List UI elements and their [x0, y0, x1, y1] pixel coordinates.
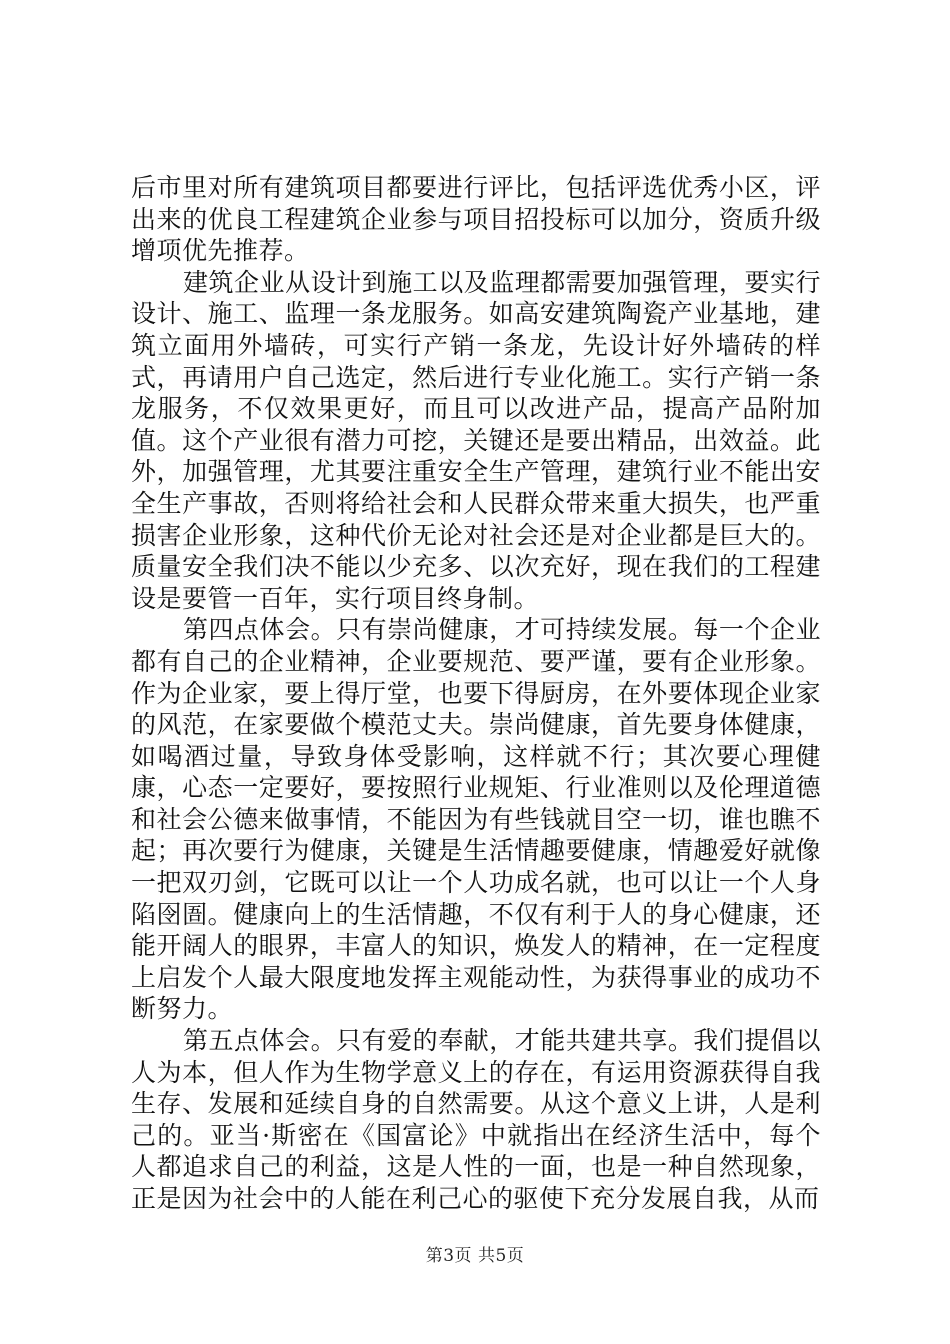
- page-footer: 第3页 共5页: [425, 1246, 525, 1266]
- paragraph-4: 第五点体会。只有爱的奉献，才能共建共享。我们提倡以人为本，但人作为生物学意义上的存在，有运用资源获得自我生存、发展和延续自身的自然需要。从这个意义上讲，人是利己的。亚当·斯密在《国富论》中就指出在经济生活中，每个人都追求自己的利益，这是人性的一面，也是一种自然现象，正是因为社会中的人能在利己心的驱使下充分发展自我，从而: [131, 1026, 821, 1213]
- paragraph-1: 后市里对所有建筑项目都要进行评比，包括评选优秀小区，评出来的优良工程建筑企业参与项目招投标可以加分，资质升级增项优先推荐。: [131, 173, 821, 266]
- paragraph-3: 第四点体会。只有崇尚健康，才可持续发展。每一个企业都有自己的企业精神，企业要规范、要严谨，要有企业形象。作为企业家，要上得厅堂，也要下得厨房，在外要体现企业家的风范，在家要做个模范丈夫。崇尚健康，首先要身体健康，如喝酒过量，导致身体受影响，这样就不行；其次要心理健康，心态一定要好，要按照行业规矩、行业准则以及伦理道德和社会公德来做事情，不能因为有些钱就目空一切，谁也瞧不起；再次要行为健康，关键是生活情趣要健康，情趣爱好就像一把双刃剑，它既可以让一个人功成名就，也可以让一个人身陷囹圄。健康向上的生活情趣，不仅有利于人的身心健康，还能开阔人的眼界，丰富人的知识，焕发人的精神，在一定程度上启发个人最大限度地发挥主观能动性，为获得事业的成功不断努力。: [131, 615, 821, 1024]
- paragraph-2: 建筑企业从设计到施工以及监理都需要加强管理，要实行设计、施工、监理一条龙服务。如高安建筑陶瓷产业基地，建筑立面用外墙砖，可实行产销一条龙，先设计好外墙砖的样式，再请用户自己选定，然后进行专业化施工。实行产销一条龙服务，不仅效果更好，而且可以改进产品，提高产品附加值。这个产业很有潜力可挖，关键还是要出精品，出效益。此外，加强管理，尤其要注重安全生产管理，建筑行业不能出安全生产事故，否则将给社会和人民群众带来重大损失，也严重损害企业形象，这种代价无论对社会还是对企业都是巨大的。质量安全我们决不能以少充多、以次充好，现在我们的工程建设是要管一百年，实行项目终身制。: [131, 267, 821, 613]
- document-body: [131, 172, 821, 1215]
